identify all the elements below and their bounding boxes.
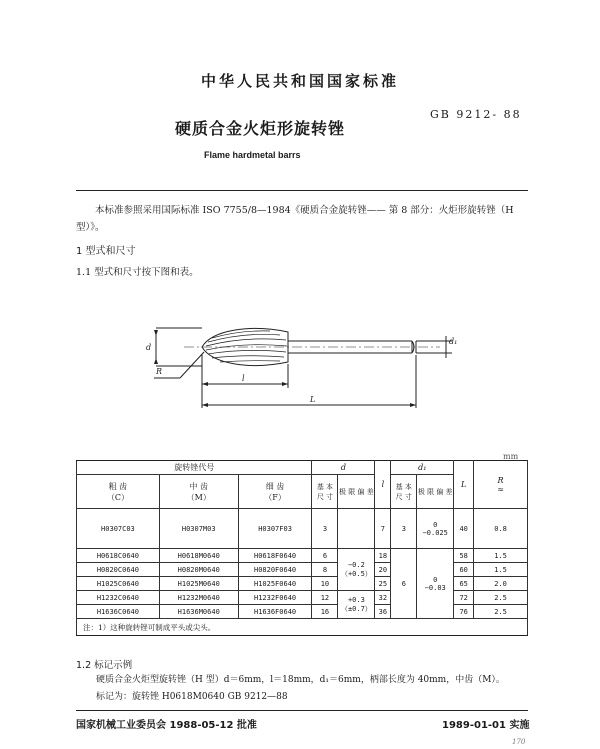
cell-l: 36 xyxy=(375,605,391,619)
cell-d-dev xyxy=(338,549,375,591)
cell-coarse: H1636C0640 xyxy=(77,605,160,619)
cell-medium: H1025M0640 xyxy=(159,577,238,591)
tol-d1-upper: 0 xyxy=(433,575,438,584)
cell-d1-dev xyxy=(417,509,454,549)
cell-d: 6 xyxy=(312,549,338,563)
cell-R: 2.0 xyxy=(474,577,528,591)
header-code-group: 旋转锉代号 xyxy=(77,461,312,475)
cell-l: 7 xyxy=(375,509,391,549)
table-unit: mm xyxy=(503,452,519,461)
cell-d-dev xyxy=(338,591,375,619)
cell-L: 76 xyxy=(454,605,474,619)
cell-d1: 3 xyxy=(391,509,417,549)
cell-L: 72 xyxy=(454,591,474,605)
tol-d1-lower: −0.03 xyxy=(424,583,446,592)
table-row xyxy=(77,509,528,549)
cell-coarse: H1232C0640 xyxy=(77,591,160,605)
tol-d1-upper: 0 xyxy=(433,520,438,529)
effective-date: 1989-01-01 实施 xyxy=(442,720,530,731)
cell-fine: H0307F03 xyxy=(238,509,312,549)
cell-R: 1.5 xyxy=(474,549,528,563)
label-R: R xyxy=(156,367,163,376)
header-R-approx: ≈ xyxy=(497,484,504,494)
label-l: l xyxy=(242,374,245,383)
cell-l: 32 xyxy=(375,591,391,605)
page-number: 170 xyxy=(512,738,526,746)
cell-L: 65 xyxy=(454,577,474,591)
cell-d: 3 xyxy=(312,509,338,549)
label-d: d xyxy=(146,343,152,352)
header-medium-label: 中 齿 xyxy=(189,481,208,491)
cell-d: 12 xyxy=(312,591,338,605)
cell-fine: H1025F0640 xyxy=(238,577,312,591)
table-row xyxy=(77,605,528,619)
example-text: 硬质合金火炬型旋转锉（H 型）d＝6mm，l＝18mm，d₁＝6mm，柄部长度为 40mm，中齿（M）。 xyxy=(96,675,505,685)
cell-coarse: H0618C0640 xyxy=(77,549,160,563)
header-fine-label: 细 齿 xyxy=(265,481,285,491)
spec-table xyxy=(76,460,528,636)
table-note: 注：1）这种旋转锉可制成平头或尖头。 xyxy=(77,619,528,636)
english-title: Flame hardmetal barrs xyxy=(204,150,301,160)
header-fine xyxy=(238,475,312,509)
cell-L: 60 xyxy=(454,563,474,577)
header-R-label: R xyxy=(497,475,504,485)
cell-d: 16 xyxy=(312,605,338,619)
header-d1: d₁ xyxy=(391,461,454,475)
label-L: L xyxy=(310,395,316,404)
header-medium-sub: （M） xyxy=(186,492,211,502)
tol-d-upper: +0.3 xyxy=(347,595,365,604)
cell-d1-dev xyxy=(417,549,454,619)
cell-coarse: H0820C0640 xyxy=(77,563,160,577)
cell-medium: H0618M0640 xyxy=(159,549,238,563)
intro-paragraph: 本标准参照采用国际标准 ISO 7755/8—1984《硬质合金旋转锉—— 第 8 部分：火炬形旋转锉（H 型）》。 xyxy=(76,205,514,233)
header-R xyxy=(474,461,528,509)
document-title: 硬质合金火炬形旋转锉 xyxy=(175,119,346,138)
cell-d: 8 xyxy=(312,563,338,577)
header-l: l xyxy=(375,461,391,509)
header-d1-dev: 极 限 偏 差 xyxy=(417,475,454,509)
standard-number: GB 9212- 88 xyxy=(430,108,522,121)
table-row xyxy=(77,549,528,563)
table-row xyxy=(77,577,528,591)
cell-l: 25 xyxy=(375,577,391,591)
cell-coarse: H1025C0640 xyxy=(77,577,160,591)
burr-drawing xyxy=(140,310,470,428)
cell-R: 0.8 xyxy=(474,509,528,549)
tol-d-upper: （+0.5） xyxy=(340,569,372,578)
label-d1: d₁ xyxy=(449,337,458,346)
cell-L: 40 xyxy=(454,509,474,549)
cell-medium: H0820M0640 xyxy=(159,563,238,577)
issuing-organization: 中华人民共和国国家标准 xyxy=(200,72,399,90)
cell-L: 58 xyxy=(454,549,474,563)
header-fine-sub: （F） xyxy=(264,492,286,502)
table-row xyxy=(77,591,528,605)
tol-d1-lower: −0.025 xyxy=(422,528,448,537)
header-d-dev: 极 限 偏 差 xyxy=(338,475,375,509)
cell-R: 1.5 xyxy=(474,563,528,577)
tol-d-range: （±0.7） xyxy=(340,604,372,613)
cell-fine: H0820F0640 xyxy=(238,563,312,577)
cell-l: 18 xyxy=(375,549,391,563)
cell-fine: H0618F0640 xyxy=(238,549,312,563)
table-row xyxy=(77,563,528,577)
header-medium xyxy=(159,475,238,509)
cell-l: 20 xyxy=(375,563,391,577)
header-L: L xyxy=(454,461,474,509)
cell-medium: H0307M03 xyxy=(159,509,238,549)
section-1-1-text: 1.1 型式和尺寸按下图和表。 xyxy=(76,267,199,278)
cell-R: 2.5 xyxy=(474,605,528,619)
cell-medium: H1636M0640 xyxy=(159,605,238,619)
header-divider xyxy=(76,190,528,191)
example-mark: 标记为：旋转锉 H0618M0640 GB 9212—88 xyxy=(96,692,288,702)
header-d1-basic: 基 本 尺 寸 xyxy=(391,475,417,509)
header-d: d xyxy=(312,461,375,475)
cell-fine: H1636F0640 xyxy=(238,605,312,619)
header-coarse-sub: （C） xyxy=(106,492,129,502)
cell-medium: H1232M0640 xyxy=(159,591,238,605)
approval-date: 国家机械工业委员会 1988-05-12 批准 xyxy=(76,720,257,731)
cell-d-dev-empty xyxy=(338,509,375,549)
cell-fine: H1232F0640 xyxy=(238,591,312,605)
example-heading: 1.2 标记示例 xyxy=(76,660,133,671)
cell-d1: 6 xyxy=(391,549,417,619)
tol-d-lower: −0.2 xyxy=(347,560,365,569)
cell-coarse: H0307C03 xyxy=(77,509,160,549)
header-coarse-label: 粗 齿 xyxy=(108,481,128,491)
section-1-heading: 1 型式和尺寸 xyxy=(76,246,136,257)
header-d-basic: 基 本 尺 寸 xyxy=(312,475,338,509)
header-coarse xyxy=(77,475,160,509)
cell-R: 2.5 xyxy=(474,591,528,605)
cell-d: 10 xyxy=(312,577,338,591)
footer-divider xyxy=(76,710,528,711)
